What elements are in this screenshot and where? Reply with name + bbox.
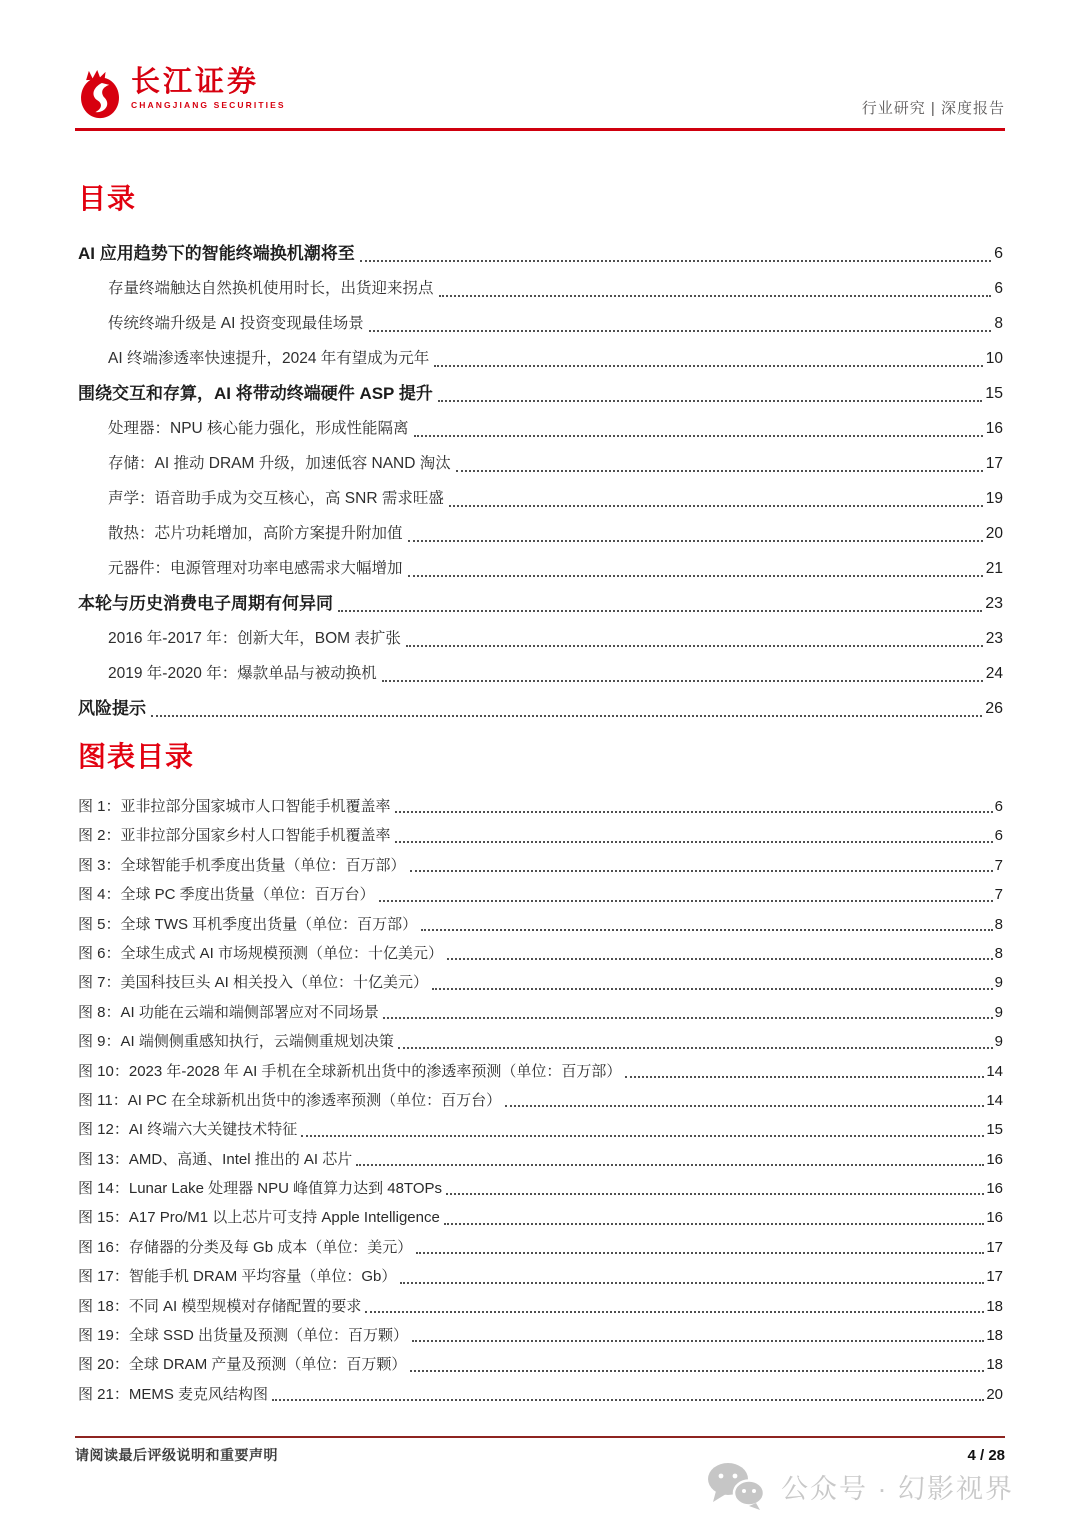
toc-entry-label: 围绕交互和存算，AI 将带动终端硬件 ASP 提升 bbox=[78, 384, 433, 403]
dot-leader bbox=[365, 1292, 984, 1313]
toc-entry-label: AI 终端渗透率快速提升，2024 年有望成为元年 bbox=[108, 350, 430, 367]
figure-entry-label: 图 9：AI 端侧侧重感知执行，云端侧重规划决策 bbox=[78, 1033, 394, 1051]
figure-entry[interactable] bbox=[78, 880, 1003, 909]
dot-leader bbox=[438, 376, 982, 402]
dot-leader bbox=[383, 998, 993, 1019]
figure-entry[interactable] bbox=[78, 1174, 1003, 1203]
toc-entry-page: 24 bbox=[985, 665, 1003, 682]
figure-entry-label: 图 13：AMD、高通、Intel 推出的 AI 芯片 bbox=[78, 1150, 353, 1168]
toc-entry-page: 6 bbox=[994, 245, 1003, 262]
figures-list bbox=[78, 792, 1003, 1409]
figure-entry[interactable] bbox=[78, 1115, 1003, 1144]
toc-entry[interactable] bbox=[78, 411, 1003, 446]
toc-entry-page: 23 bbox=[985, 595, 1003, 612]
figure-entry-label: 图 8：AI 功能在云端和端侧部署应对不同场景 bbox=[78, 1003, 379, 1021]
figure-entry-page: 14 bbox=[986, 1062, 1003, 1080]
dot-leader bbox=[444, 1203, 985, 1224]
toc-entry[interactable] bbox=[78, 656, 1003, 691]
figure-entry[interactable] bbox=[78, 1086, 1003, 1115]
dot-leader bbox=[421, 910, 992, 931]
figure-entry[interactable] bbox=[78, 851, 1003, 880]
dot-leader bbox=[395, 821, 993, 842]
figure-entry-label: 图 14：Lunar Lake 处理器 NPU 峰值算力达到 48TOPs bbox=[78, 1180, 443, 1198]
footer-disclaimer: 请阅读最后评级说明和重要声明 bbox=[75, 1447, 278, 1463]
figure-entry[interactable] bbox=[78, 1321, 1003, 1350]
figure-entry-label: 图 3：全球智能手机季度出货量（单位：百万部） bbox=[78, 856, 406, 874]
figure-entry[interactable] bbox=[78, 1233, 1003, 1262]
dot-leader bbox=[400, 1262, 984, 1283]
dot-leader bbox=[151, 691, 982, 717]
page-number-indicator: 4 / 28 bbox=[967, 1447, 1005, 1464]
toc-entry[interactable] bbox=[78, 376, 1003, 411]
figure-entry-page: 9 bbox=[994, 1033, 1003, 1051]
figure-entry-label: 图 21：MEMS 麦克风结构图 bbox=[78, 1385, 269, 1403]
figure-entry[interactable] bbox=[78, 910, 1003, 939]
dot-leader bbox=[625, 1057, 984, 1078]
toc-entry-label: 声学：语音助手成为交互核心，高 SNR 需求旺盛 bbox=[108, 490, 444, 507]
dot-leader bbox=[360, 236, 991, 262]
toc-entry-page: 6 bbox=[994, 280, 1003, 297]
figure-entry-page: 15 bbox=[986, 1121, 1003, 1139]
dot-leader bbox=[379, 880, 993, 901]
figure-entry-label: 图 10：2023 年-2028 年 AI 手机在全球新机出货中的渗透率预测（单位：百万部） bbox=[78, 1062, 622, 1080]
dot-leader bbox=[301, 1115, 984, 1136]
figure-entry-page: 17 bbox=[986, 1268, 1003, 1286]
figure-entry[interactable] bbox=[78, 1350, 1003, 1379]
figure-entry-label: 图 7：美国科技巨头 AI 相关投入（单位：十亿美元） bbox=[78, 974, 429, 992]
figure-entry-label: 图 1：亚非拉部分国家城市人口智能手机覆盖率 bbox=[78, 798, 391, 815]
figure-entry-page: 8 bbox=[994, 915, 1003, 933]
toc-entry-label: 风险提示 bbox=[78, 699, 146, 718]
toc-entry-label: 2019 年-2020 年：爆款单品与被动换机 bbox=[108, 665, 377, 682]
figure-entry[interactable] bbox=[78, 1292, 1003, 1321]
toc-entry-label: 存储：AI 推动 DRAM 升级，加速低容 NAND 淘汰 bbox=[108, 455, 451, 472]
dot-leader bbox=[447, 939, 993, 960]
figures-section bbox=[78, 740, 1003, 1409]
toc-entry[interactable] bbox=[78, 341, 1003, 376]
dot-leader bbox=[414, 411, 983, 437]
toc-entry-label: 处理器：NPU 核心能力强化，形成性能隔离 bbox=[108, 420, 409, 437]
dot-leader bbox=[439, 271, 992, 297]
figure-entry-page: 7 bbox=[994, 856, 1003, 874]
figure-entry[interactable] bbox=[78, 1057, 1003, 1086]
dot-leader bbox=[410, 1350, 984, 1371]
dot-leader bbox=[382, 656, 983, 682]
figure-entry[interactable] bbox=[78, 1027, 1003, 1056]
figure-entry-page: 18 bbox=[986, 1297, 1003, 1315]
dot-leader bbox=[456, 446, 983, 472]
figure-entry-page: 18 bbox=[986, 1327, 1003, 1345]
dot-leader bbox=[434, 341, 983, 367]
toc-list bbox=[78, 236, 1003, 726]
figure-entry-page: 16 bbox=[986, 1180, 1003, 1198]
dot-leader bbox=[369, 306, 992, 332]
figure-entry[interactable] bbox=[78, 821, 1003, 850]
page-footer bbox=[75, 1436, 1005, 1465]
report-type-label: 行业研究 | 深度报告 bbox=[861, 100, 1005, 117]
toc-entry[interactable] bbox=[78, 516, 1003, 551]
figure-entry[interactable] bbox=[78, 968, 1003, 997]
figure-entry-page: 9 bbox=[994, 974, 1003, 992]
figure-entry-label: 图 18：不同 AI 模型规模对存储配置的要求 bbox=[78, 1297, 362, 1315]
figure-entry-label: 图 6：全球生成式 AI 市场规模预测（单位：十亿美元） bbox=[78, 944, 444, 962]
figure-entry[interactable] bbox=[78, 1145, 1003, 1174]
toc-entry-page: 10 bbox=[985, 350, 1003, 367]
logo-text bbox=[131, 68, 286, 110]
dot-leader bbox=[356, 1145, 984, 1166]
dot-leader bbox=[505, 1086, 984, 1107]
figure-entry[interactable] bbox=[78, 792, 1003, 821]
toc-entry-label: 存量终端触达自然换机使用时长，出货迎来拐点 bbox=[108, 280, 434, 297]
dot-leader bbox=[272, 1380, 984, 1401]
toc-entry-page: 21 bbox=[985, 560, 1003, 577]
toc-entry-page: 19 bbox=[985, 490, 1003, 507]
toc-entry-label: 2016 年-2017 年：创新大年，BOM 表扩张 bbox=[108, 630, 401, 647]
toc-entry[interactable] bbox=[78, 621, 1003, 656]
toc-entry[interactable] bbox=[78, 691, 1003, 726]
toc-entry-label: 散热：芯片功耗增加，高阶方案提升附加值 bbox=[108, 525, 403, 542]
toc-title: 目录 bbox=[78, 183, 137, 214]
report-header bbox=[75, 66, 1005, 131]
logo-english-name: CHANGJIANG SECURITIES bbox=[131, 100, 286, 110]
figure-entry[interactable] bbox=[78, 939, 1003, 968]
figure-entry-page: 18 bbox=[986, 1356, 1003, 1374]
figure-entry-page: 8 bbox=[994, 944, 1003, 962]
figure-entry-page: 9 bbox=[994, 1003, 1003, 1021]
toc-entry-page: 15 bbox=[985, 385, 1003, 402]
dot-leader bbox=[408, 551, 983, 577]
toc-entry[interactable] bbox=[78, 586, 1003, 621]
logo-chinese-name: 长江证券 bbox=[131, 66, 260, 98]
dot-leader bbox=[338, 586, 982, 612]
figure-entry-page: 17 bbox=[986, 1238, 1003, 1256]
toc-entry[interactable] bbox=[78, 481, 1003, 516]
toc-entry[interactable] bbox=[78, 271, 1003, 306]
figure-entry-label: 图 4：全球 PC 季度出货量（单位：百万台） bbox=[78, 886, 375, 904]
toc-entry-page: 16 bbox=[985, 420, 1003, 437]
figure-entry-label: 图 15：A17 Pro/M1 以上芯片可支持 Apple Intelligence bbox=[78, 1209, 440, 1227]
figure-entry-page: 20 bbox=[986, 1385, 1003, 1403]
wechat-icon bbox=[707, 1462, 765, 1510]
toc-entry-label: 本轮与历史消费电子周期有何异同 bbox=[78, 594, 333, 613]
figure-entry-label: 图 17：智能手机 DRAM 平均容量（单位：Gb） bbox=[78, 1268, 397, 1286]
figure-entry-label: 图 20：全球 DRAM 产量及预测（单位：百万颗） bbox=[78, 1356, 407, 1374]
toc-entry[interactable] bbox=[78, 306, 1003, 341]
toc-section bbox=[78, 182, 1003, 726]
toc-entry[interactable] bbox=[78, 236, 1003, 271]
figure-entry-page: 16 bbox=[986, 1209, 1003, 1227]
toc-entry[interactable] bbox=[78, 446, 1003, 481]
toc-entry-page: 26 bbox=[985, 700, 1003, 717]
figure-entry-label: 图 11：AI PC 在全球新机出货中的渗透率预测（单位：百万台） bbox=[78, 1091, 502, 1109]
figure-entry-page: 6 bbox=[994, 827, 1003, 845]
figure-entry[interactable] bbox=[78, 1203, 1003, 1232]
figure-entry-label: 图 2：亚非拉部分国家乡村人口智能手机覆盖率 bbox=[78, 827, 391, 845]
toc-entry-label: 元器件：电源管理对功率电感需求大幅增加 bbox=[108, 560, 403, 577]
toc-entry-page: 8 bbox=[994, 315, 1003, 332]
dot-leader bbox=[408, 516, 983, 542]
figure-entry[interactable] bbox=[78, 998, 1003, 1027]
figures-title: 图表目录 bbox=[78, 741, 195, 772]
figure-entry-page: 16 bbox=[986, 1150, 1003, 1168]
figure-entry-label: 图 12：AI 终端六大关键技术特征 bbox=[78, 1121, 298, 1139]
toc-entry-label: 传统终端升级是 AI 投资变现最佳场景 bbox=[108, 315, 364, 332]
dot-leader bbox=[410, 851, 993, 872]
dot-leader bbox=[406, 621, 983, 647]
toc-entry-page: 23 bbox=[985, 630, 1003, 647]
toc-entry[interactable] bbox=[78, 551, 1003, 586]
dot-leader bbox=[416, 1233, 984, 1254]
dot-leader bbox=[449, 481, 983, 507]
figure-entry-page: 14 bbox=[986, 1091, 1003, 1109]
brand-logo bbox=[75, 68, 286, 128]
dot-leader bbox=[398, 1027, 993, 1048]
figure-entry-page: 6 bbox=[994, 798, 1003, 815]
toc-entry-page: 20 bbox=[985, 525, 1003, 542]
figure-entry-label: 图 16：存储器的分类及每 Gb 成本（单位：美元） bbox=[78, 1238, 413, 1256]
figure-entry-label: 图 5：全球 TWS 耳机季度出货量（单位：百万部） bbox=[78, 915, 418, 933]
watermark bbox=[707, 1462, 1014, 1510]
toc-entry-label: AI 应用趋势下的智能终端换机潮将至 bbox=[78, 244, 355, 263]
changjiang-logo-icon bbox=[75, 68, 125, 122]
figure-entry-page: 7 bbox=[994, 886, 1003, 904]
watermark-text: 公众号 · 幻影视界 bbox=[781, 1473, 1014, 1504]
figure-entry[interactable] bbox=[78, 1380, 1003, 1409]
dot-leader bbox=[412, 1321, 984, 1342]
figure-entry[interactable] bbox=[78, 1262, 1003, 1291]
dot-leader bbox=[446, 1174, 984, 1195]
dot-leader bbox=[395, 792, 993, 813]
dot-leader bbox=[432, 968, 993, 989]
toc-entry-page: 17 bbox=[985, 455, 1003, 472]
figure-entry-label: 图 19：全球 SSD 出货量及预测（单位：百万颗） bbox=[78, 1327, 409, 1345]
